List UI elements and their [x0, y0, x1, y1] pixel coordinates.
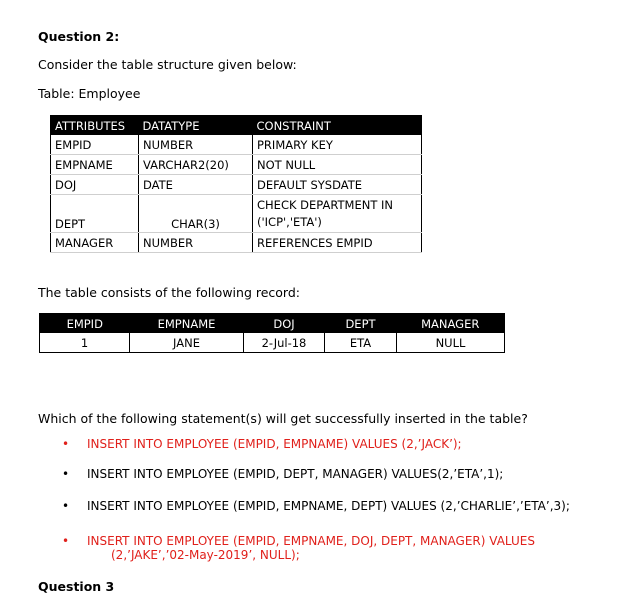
header-manager: MANAGER — [397, 314, 505, 334]
option-text: INSERT INTO EMPLOYEE (EMPID, DEPT, MANAGER) VALUES(2,’ETA’,1); — [87, 467, 504, 481]
header-empid: EMPID — [40, 314, 130, 334]
header-datatype: DATATYPE — [139, 116, 253, 136]
cell-datatype: VARCHAR2(20) — [139, 155, 253, 175]
cell-manager: NULL — [435, 335, 466, 350]
header-empname: EMPNAME — [130, 314, 244, 334]
table-row — [51, 155, 422, 175]
question-text: Which of the following statement(s) will get successfully inserted in the table? — [38, 411, 528, 426]
cell-attribute: EMPNAME — [51, 155, 139, 175]
constraint-line-1: CHECK DEPARTMENT IN — [257, 198, 394, 212]
table-row — [51, 195, 422, 233]
bullet-icon: • — [62, 534, 70, 548]
cell-empname: JANE — [130, 333, 244, 353]
bullet-icon: • — [62, 437, 70, 451]
next-question-heading: Question 3 — [38, 579, 115, 594]
table-row — [51, 175, 422, 195]
cell-datatype: CHAR(3) — [139, 195, 253, 233]
header-doj: DOJ — [244, 314, 325, 334]
cell-doj: 2-Jul-18 — [244, 333, 325, 353]
cell-datatype: NUMBER — [139, 135, 253, 155]
table-label: Table: Employee — [38, 86, 141, 101]
cell-constraint: REFERENCES EMPID — [253, 233, 422, 253]
table-row — [51, 233, 422, 253]
structure-header-row — [51, 116, 422, 136]
cell-datatype: NUMBER — [139, 233, 253, 253]
cell-constraint: PRIMARY KEY — [253, 135, 422, 155]
cell-constraint: NOT NULL — [253, 155, 422, 175]
record-intro: The table consists of the following record: — [38, 285, 300, 300]
option-text-line-1: INSERT INTO EMPLOYEE (EMPID, EMPNAME, DOJ, DEPT, MANAGER) VALUES — [87, 534, 535, 548]
record-header-row — [40, 314, 505, 334]
table-row — [40, 333, 505, 353]
cell-dept: ETA — [325, 333, 397, 353]
bullet-icon: • — [62, 499, 70, 513]
employee-record-table — [39, 313, 505, 353]
cell-datatype: DATE — [139, 175, 253, 195]
bullet-icon: • — [62, 467, 70, 481]
cell-constraint — [253, 195, 422, 233]
cell-empid: 1 — [40, 333, 130, 353]
question-intro: Consider the table structure given below: — [38, 57, 297, 72]
table-row — [51, 135, 422, 155]
list-item — [60, 437, 462, 451]
list-item — [60, 467, 503, 481]
list-item — [60, 499, 570, 513]
option-text-line-2: (2,’JAKE’,’02-May-2019’, NULL); — [111, 548, 300, 562]
list-item — [60, 534, 535, 562]
constraint-line-2: ('ICP','ETA') — [257, 215, 322, 229]
option-text: INSERT INTO EMPLOYEE (EMPID, EMPNAME) VALUES (2,’JACK’); — [87, 437, 462, 451]
option-text: INSERT INTO EMPLOYEE (EMPID, EMPNAME, DEPT) VALUES (2,’CHARLIE’,’ETA’,3); — [87, 499, 570, 513]
cell-constraint: DEFAULT SYSDATE — [253, 175, 422, 195]
question-title: Question 2: — [38, 29, 120, 44]
employee-structure-table — [50, 115, 422, 253]
cell-attribute: DOJ — [51, 175, 139, 195]
header-attributes: ATTRIBUTES — [51, 116, 139, 136]
cell-attribute: DEPT — [51, 195, 139, 233]
cell-attribute: MANAGER — [51, 233, 139, 253]
header-constraint: CONSTRAINT — [253, 116, 422, 136]
header-dept: DEPT — [325, 314, 397, 334]
cell-attribute: EMPID — [51, 135, 139, 155]
